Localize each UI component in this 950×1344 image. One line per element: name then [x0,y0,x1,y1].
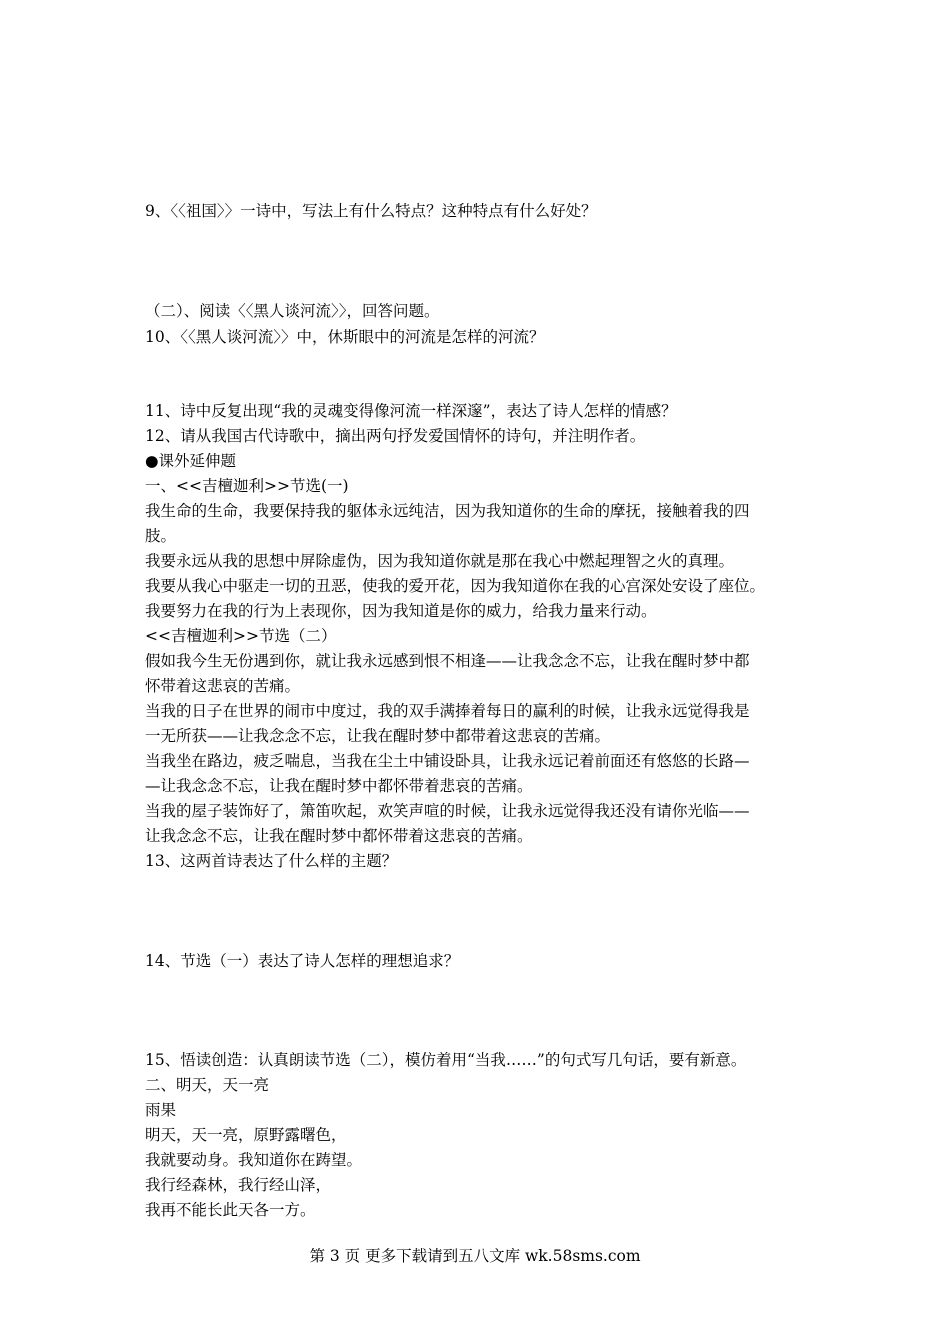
poem-author: 雨果 [145,1101,177,1119]
paragraph-line: 当我的屋子装饰好了，箫笛吹起，欢笑声喧的时候，让我永远觉得我还没有请你光临—— [145,802,750,820]
poem-line: 我再不能长此天各一方。 [145,1201,316,1219]
paragraph-line: 我要努力在我的行为上表现你，因为我知道是你的威力，给我力量来行动。 [145,602,657,620]
question-9: 9、〈〈祖国〉〉一诗中，写法上有什么特点？这种特点有什么好处？ [145,202,597,220]
poem-line: 明天，天一亮，原野露曙色， [145,1126,347,1144]
paragraph-line: 怀带着这悲哀的苦痛。 [145,677,301,695]
poem-line: 我行经森林，我行经山泽， [145,1176,332,1194]
paragraph-line: 一无所获——让我念念不忘，让我在醒时梦中都带着这悲哀的苦痛。 [145,727,611,745]
paragraph-line: 我生命的生命，我要保持我的躯体永远纯洁，因为我知道你的生命的摩抚，接触着我的四 [145,502,750,520]
paragraph-line: 让我念念不忘，让我在醒时梦中都怀带着这悲哀的苦痛。 [145,827,533,845]
paragraph-line: —让我念念不忘，让我在醒时梦中都怀带着悲哀的苦痛。 [145,777,533,795]
poem-line: 我就要动身。我知道你在踌望。 [145,1151,363,1169]
question-10: 10、〈〈黑人谈河流〉〉中，休斯眼中的河流是怎样的河流？ [145,328,545,346]
excerpt-2-title: <<吉檀迦利>>节选（二） [145,627,337,645]
paragraph-line: 假如我今生无份遇到你，就让我永远感到恨不相逢——让我念念不忘，让我在醒时梦中都 [145,652,750,670]
paragraph-line: 我要永远从我的思想中屏除虚伪，因为我知道你就是那在我心中燃起理智之火的真理。 [145,552,735,570]
section-2-heading: （二）、阅读〈〈黑人谈河流〉〉，回答问题。 [145,302,440,320]
paragraph-line: 当我的日子在世界的闹市中度过，我的双手满捧着每日的赢利的时候，让我永远觉得我是 [145,702,750,720]
paragraph-line: 肢。 [145,527,177,545]
poem-heading: 二、明天，天一亮 [145,1076,270,1094]
paragraph-line: 当我坐在路边，疲乏喘息，当我在尘土中铺设卧具，让我永远记着前面还有悠悠的长路— [145,752,750,770]
question-11: 11、诗中反复出现“我的灵魂变得像河流一样深邃”，表达了诗人怎样的情感？ [145,402,677,420]
question-12: 12、请从我国古代诗歌中，摘出两句抒发爱国情怀的诗句，并注明作者。 [145,427,646,445]
question-13: 13、这两首诗表达了什么样的主题？ [145,852,398,870]
excerpt-1-title: 一、<<吉檀迦利>>节选(一) [145,477,349,495]
extension-heading: ●课外延伸题 [145,452,237,470]
page-footer: 第 3 页 更多下载请到五八文库 wk.58sms.com [309,1247,641,1265]
paragraph-line: 我要从我心中驱走一切的丑恶，使我的爱开花，因为我知道你在我的心宫深处安设了座位。 [145,577,766,595]
question-15: 15、悟读创造：认真朗读节选（二），模仿着用“当我……”的句式写几句话，要有新意。 [145,1051,747,1069]
question-14: 14、节选（一）表达了诗人怎样的理想追求？ [145,952,460,970]
